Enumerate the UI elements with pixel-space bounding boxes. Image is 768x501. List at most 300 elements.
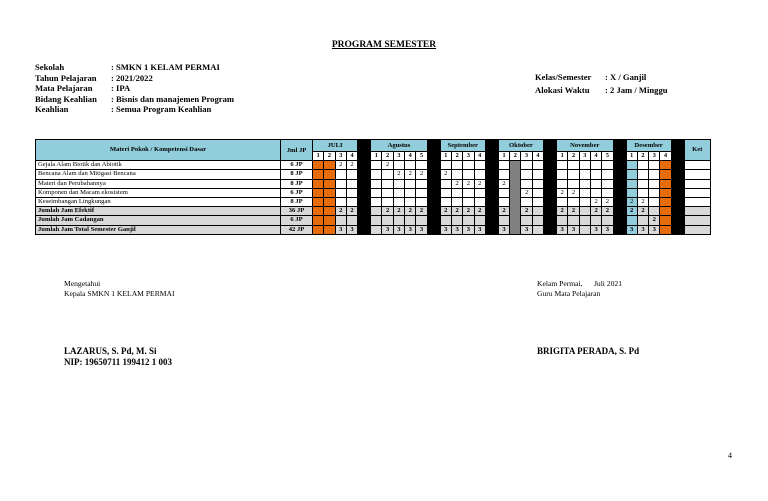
separator-cell (358, 207, 371, 216)
separator-cell (485, 225, 498, 234)
week-cell: 2 (393, 207, 404, 216)
week-cell (474, 216, 485, 225)
week-header: 4 (346, 152, 357, 161)
week-cell: 2 (440, 207, 451, 216)
header-materi: Materi Pokok / Kompetensi Dasar (36, 140, 281, 161)
week-cell: 2 (416, 207, 427, 216)
week-cell (474, 161, 485, 170)
week-cell: 2 (440, 170, 451, 179)
week-cell (521, 179, 532, 188)
week-cell (463, 197, 474, 206)
week-cell (660, 179, 671, 188)
info-label: Alokasi Waktu (535, 84, 590, 95)
week-cell: 2 (474, 179, 485, 188)
week-header: 4 (405, 152, 416, 161)
week-cell (324, 216, 335, 225)
month-separator (544, 140, 557, 161)
week-cell: 2 (393, 170, 404, 179)
info-label: Kelas/Semester (535, 72, 592, 82)
week-cell (568, 179, 579, 188)
week-header: 1 (440, 152, 451, 161)
week-cell: 3 (335, 225, 346, 234)
week-cell (579, 216, 590, 225)
week-cell (602, 179, 613, 188)
week-cell (590, 161, 601, 170)
week-header: 1 (626, 152, 637, 161)
week-cell (637, 161, 648, 170)
week-cell (416, 188, 427, 197)
week-cell (590, 179, 601, 188)
info-row-field (35, 94, 234, 105)
week-cell (416, 216, 427, 225)
week-cell (313, 161, 324, 170)
signature-left (64, 279, 175, 298)
jml-cell: 6 JP (281, 188, 313, 197)
week-cell (324, 197, 335, 206)
sig-left-line1: Mengetahui (64, 279, 101, 288)
week-cell (557, 170, 568, 179)
week-header: 5 (416, 152, 427, 161)
week-cell (405, 216, 416, 225)
semester-schedule-table (35, 139, 711, 235)
ket-cell (684, 188, 710, 197)
separator-cell (485, 207, 498, 216)
week-cell (382, 179, 393, 188)
table-row (36, 188, 711, 197)
week-header: 4 (660, 152, 671, 161)
header-jml: Jml JP (281, 140, 313, 161)
week-cell: 2 (521, 207, 532, 216)
week-header: 3 (649, 152, 660, 161)
week-cell (371, 179, 382, 188)
separator-cell (358, 225, 371, 234)
week-header: 2 (568, 152, 579, 161)
week-cell (649, 197, 660, 206)
week-cell (416, 179, 427, 188)
week-cell (602, 170, 613, 179)
week-header: 2 (382, 152, 393, 161)
sig-right-line2: Guru Mata Pelajaran (537, 288, 601, 298)
week-cell: 2 (498, 179, 509, 188)
materi-cell: Materi dan Perubahannya (36, 179, 281, 188)
table-row (36, 225, 711, 234)
week-cell (405, 188, 416, 197)
week-cell: 2 (451, 179, 462, 188)
week-cell (313, 216, 324, 225)
separator-cell (544, 170, 557, 179)
week-cell (393, 216, 404, 225)
week-header: 3 (335, 152, 346, 161)
separator-cell (671, 188, 684, 197)
week-cell (335, 170, 346, 179)
info-value: : SMKN 1 KELAM PERMAI (111, 62, 220, 72)
class-info (535, 72, 668, 97)
ket-cell (684, 170, 710, 179)
week-cell (557, 197, 568, 206)
separator-cell (613, 216, 626, 225)
week-cell (440, 161, 451, 170)
week-cell: 3 (637, 225, 648, 234)
month-header: JULI (313, 140, 358, 152)
week-header: 1 (498, 152, 509, 161)
separator-cell (544, 179, 557, 188)
week-cell (660, 197, 671, 206)
week-cell: 3 (382, 225, 393, 234)
week-cell (371, 188, 382, 197)
separator-cell (358, 216, 371, 225)
week-cell (313, 188, 324, 197)
separator-cell (485, 188, 498, 197)
week-cell: 3 (393, 225, 404, 234)
separator-cell (613, 170, 626, 179)
week-cell (371, 170, 382, 179)
week-cell (521, 161, 532, 170)
week-cell: 3 (590, 225, 601, 234)
ket-cell (684, 197, 710, 206)
principal-name: LAZARUS, S. Pd, M. Si (64, 346, 157, 356)
week-header: 4 (590, 152, 601, 161)
jml-cell: 6 JP (281, 161, 313, 170)
week-cell (579, 179, 590, 188)
week-cell (602, 216, 613, 225)
week-header: 3 (521, 152, 532, 161)
table-row (36, 216, 711, 225)
week-cell (637, 216, 648, 225)
ket-cell (684, 225, 710, 234)
separator-cell (671, 207, 684, 216)
week-cell: 3 (440, 225, 451, 234)
separator-cell (671, 179, 684, 188)
jml-cell: 8 JP (281, 197, 313, 206)
separator-cell (427, 216, 440, 225)
week-header: 5 (602, 152, 613, 161)
ket-cell (684, 207, 710, 216)
ket-cell (684, 161, 710, 170)
week-cell (393, 161, 404, 170)
week-cell: 3 (346, 225, 357, 234)
table-row (36, 197, 711, 206)
week-cell: 2 (405, 170, 416, 179)
separator-cell (613, 225, 626, 234)
week-header: 1 (371, 152, 382, 161)
week-cell (557, 161, 568, 170)
separator-cell (544, 161, 557, 170)
month-header: Agustus (371, 140, 427, 152)
week-cell (579, 161, 590, 170)
week-cell (416, 161, 427, 170)
separator-cell (358, 197, 371, 206)
ket-cell (684, 179, 710, 188)
week-cell (660, 161, 671, 170)
week-cell (393, 188, 404, 197)
week-cell (532, 216, 543, 225)
week-cell (346, 216, 357, 225)
week-cell: 2 (498, 207, 509, 216)
week-cell: 2 (346, 161, 357, 170)
week-cell (335, 197, 346, 206)
info-value: : 2 Jam / Minggu (605, 84, 668, 95)
week-cell: 2 (626, 197, 637, 206)
week-cell (590, 170, 601, 179)
week-cell: 2 (382, 161, 393, 170)
week-cell (498, 216, 509, 225)
week-cell: 3 (626, 225, 637, 234)
week-cell (557, 179, 568, 188)
week-cell (532, 179, 543, 188)
month-header: Oktober (498, 140, 543, 152)
week-cell: 2 (335, 207, 346, 216)
week-cell (568, 216, 579, 225)
week-cell (532, 207, 543, 216)
week-header: 3 (393, 152, 404, 161)
week-cell (405, 161, 416, 170)
week-cell (498, 161, 509, 170)
info-row-expertise (35, 104, 234, 115)
week-cell (626, 179, 637, 188)
week-header: 1 (557, 152, 568, 161)
week-cell (649, 170, 660, 179)
week-cell (660, 188, 671, 197)
week-cell: 2 (521, 188, 532, 197)
teacher-name: BRIGITA PERADA, S. Pd (537, 346, 640, 356)
jml-cell: 36 JP (281, 207, 313, 216)
week-cell (498, 170, 509, 179)
separator-cell (427, 161, 440, 170)
materi-cell: Jumlah Jam Total Semester Ganjil (36, 225, 281, 234)
ket-cell (684, 216, 710, 225)
week-header: 1 (313, 152, 324, 161)
separator-cell (485, 216, 498, 225)
week-cell (451, 197, 462, 206)
week-cell (451, 170, 462, 179)
week-cell (626, 216, 637, 225)
week-cell: 2 (451, 207, 462, 216)
week-cell (649, 188, 660, 197)
week-cell (313, 197, 324, 206)
separator-cell (427, 225, 440, 234)
week-cell (416, 197, 427, 206)
separator-cell (613, 207, 626, 216)
jml-cell: 8 JP (281, 179, 313, 188)
week-cell: 2 (346, 207, 357, 216)
week-cell (440, 188, 451, 197)
week-cell (371, 197, 382, 206)
materi-cell: Gejala Alam Biotik dan Abiotik (36, 161, 281, 170)
week-cell (463, 216, 474, 225)
week-cell: 2 (637, 207, 648, 216)
week-cell: 3 (498, 225, 509, 234)
week-cell (382, 188, 393, 197)
week-cell (324, 179, 335, 188)
week-cell (313, 225, 324, 234)
week-cell: 2 (602, 207, 613, 216)
week-cell (474, 170, 485, 179)
week-cell (440, 216, 451, 225)
separator-cell (671, 225, 684, 234)
week-cell (474, 188, 485, 197)
table-row (36, 207, 711, 216)
week-cell (532, 170, 543, 179)
week-cell (498, 188, 509, 197)
week-cell (324, 188, 335, 197)
week-cell: 3 (557, 225, 568, 234)
separator-cell (671, 216, 684, 225)
info-value: : IPA (111, 83, 131, 93)
week-cell (474, 197, 485, 206)
week-cell: 2 (382, 207, 393, 216)
month-separator (671, 140, 684, 161)
month-separator (485, 140, 498, 161)
separator-cell (427, 207, 440, 216)
week-cell (660, 216, 671, 225)
week-header: 2 (324, 152, 335, 161)
week-cell: 2 (590, 207, 601, 216)
school-info (35, 62, 234, 115)
week-header: 4 (532, 152, 543, 161)
week-cell (626, 188, 637, 197)
week-cell (313, 179, 324, 188)
separator-cell (613, 188, 626, 197)
week-cell (335, 179, 346, 188)
week-cell (602, 161, 613, 170)
week-cell (405, 197, 416, 206)
materi-cell: Jumlah Jam Efektif (36, 207, 281, 216)
separator-cell (358, 179, 371, 188)
info-label: Keahlian (35, 104, 69, 114)
separator-cell (427, 170, 440, 179)
separator-cell (544, 216, 557, 225)
separator-cell (613, 161, 626, 170)
info-label: Sekolah (35, 62, 65, 72)
week-cell (371, 161, 382, 170)
week-cell (579, 197, 590, 206)
week-cell (579, 207, 590, 216)
week-cell (557, 216, 568, 225)
sig-right-line1: Kelam Permai, Juli 2021 (537, 279, 622, 288)
month-header: November (557, 140, 613, 152)
week-cell (313, 170, 324, 179)
week-cell (660, 207, 671, 216)
week-cell: 3 (405, 225, 416, 234)
info-label: Tahun Pelajaran (35, 72, 97, 83)
week-cell (346, 179, 357, 188)
week-cell: 2 (463, 207, 474, 216)
week-cell (324, 225, 335, 234)
week-cell: 3 (463, 225, 474, 234)
week-cell: 2 (474, 207, 485, 216)
separator-cell (427, 197, 440, 206)
info-row-class (535, 72, 668, 85)
week-cell (590, 188, 601, 197)
week-cell (637, 179, 648, 188)
week-cell (463, 188, 474, 197)
week-cell (521, 216, 532, 225)
week-cell (440, 197, 451, 206)
separator-cell (485, 197, 498, 206)
week-cell (382, 216, 393, 225)
week-cell (649, 179, 660, 188)
week-cell (532, 161, 543, 170)
week-cell (579, 225, 590, 234)
week-header: 4 (474, 152, 485, 161)
week-cell: 2 (626, 207, 637, 216)
info-value: : 2021/2022 (111, 72, 153, 83)
week-cell (649, 207, 660, 216)
week-cell (382, 170, 393, 179)
week-cell (346, 188, 357, 197)
materi-cell: Komponen dan Macam ekosistem (36, 188, 281, 197)
separator-cell (358, 170, 371, 179)
week-cell (626, 161, 637, 170)
week-cell: 3 (602, 225, 613, 234)
week-cell: 2 (590, 197, 601, 206)
jml-cell: 6 JP (281, 216, 313, 225)
week-cell: 2 (557, 207, 568, 216)
info-value: : Bisnis dan manajemen Program (111, 93, 235, 104)
page-number: 4 (728, 451, 732, 460)
week-cell (371, 207, 382, 216)
week-cell (521, 170, 532, 179)
week-cell (463, 170, 474, 179)
week-cell (371, 225, 382, 234)
month-separator (358, 140, 371, 161)
week-cell: 2 (335, 161, 346, 170)
week-cell (313, 207, 324, 216)
jml-cell: 8 JP (281, 170, 313, 179)
separator-cell (671, 170, 684, 179)
week-header: 3 (463, 152, 474, 161)
week-cell: 2 (463, 179, 474, 188)
week-cell (637, 188, 648, 197)
week-header: 2 (510, 152, 521, 161)
table-row (36, 170, 711, 179)
week-cell (590, 216, 601, 225)
materi-cell: Bencana Alam dan Mitigasi Bencana (36, 170, 281, 179)
separator-cell (427, 179, 440, 188)
week-cell (393, 197, 404, 206)
principal-name-block (64, 346, 172, 368)
separator-cell (485, 161, 498, 170)
principal-nip: NIP: 19650711 199412 1 003 (64, 357, 172, 367)
header-ket: Ket (684, 140, 710, 161)
info-value: : Semua Program Keahlian (111, 104, 212, 114)
week-cell (393, 179, 404, 188)
separator-cell (358, 188, 371, 197)
separator-cell (358, 161, 371, 170)
week-cell: 3 (474, 225, 485, 234)
week-cell (324, 207, 335, 216)
week-cell (637, 170, 648, 179)
week-cell (532, 188, 543, 197)
materi-cell: Jumlah Jam Cadangan (36, 216, 281, 225)
separator-cell (485, 170, 498, 179)
week-cell (568, 197, 579, 206)
week-cell (626, 170, 637, 179)
week-header: 3 (579, 152, 590, 161)
week-cell (532, 225, 543, 234)
week-cell (660, 170, 671, 179)
info-label: Bidang Keahlian (35, 93, 97, 104)
sig-left-line2: Kepala SMKN 1 KELAM PERMAI (64, 288, 175, 298)
week-cell (521, 197, 532, 206)
table-row (36, 161, 711, 170)
week-cell: 2 (568, 207, 579, 216)
week-cell: 2 (416, 170, 427, 179)
separator-cell (613, 197, 626, 206)
week-cell (335, 188, 346, 197)
separator-cell (671, 197, 684, 206)
week-cell (649, 161, 660, 170)
